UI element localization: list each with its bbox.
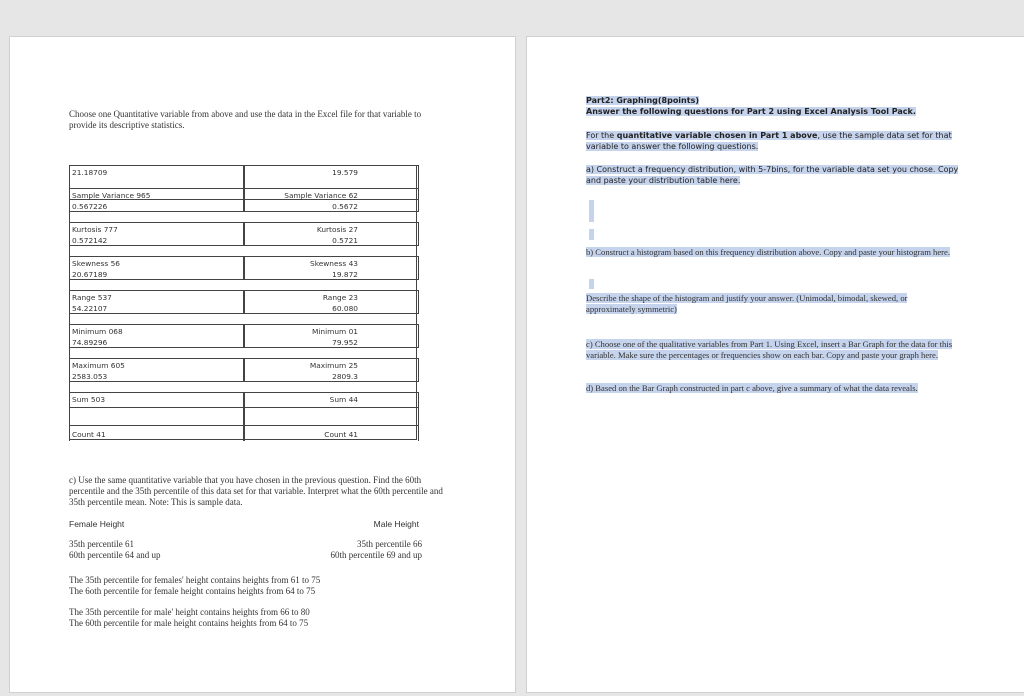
question-a-text: a) Construct a frequency distribution, with 5-7bins, for the variable data set you chose. Copy and paste your distribution table here. <box>586 165 959 185</box>
female-height-header: Female Height <box>69 519 125 529</box>
question-d <box>586 383 966 394</box>
stats-value: 60.080 <box>332 304 358 313</box>
highlight-blank <box>589 279 594 289</box>
stats-value: 0.5721 <box>332 236 358 245</box>
document-page-left <box>9 36 516 693</box>
descriptive-stats-instructions: Choose one Quantitative variable from above and use the data in the Excel file for that variable to provide its descriptive statistics. <box>69 109 422 130</box>
stats-cell <box>69 290 244 314</box>
stats-value: 54.22107 <box>72 304 108 313</box>
stats-value: 19.872 <box>332 270 358 279</box>
stats-value: 74.89296 <box>72 338 108 347</box>
stats-value: 21.18709 <box>72 168 108 177</box>
highlight-blank <box>589 229 594 240</box>
highlight-blank <box>589 200 594 222</box>
intro-suffix: , use the sample data set for that variable to answer the following questions. <box>586 131 952 151</box>
stats-cell <box>69 358 244 382</box>
question-b-text: b) Construct a histogram based on this frequency distribution above. Copy and paste your histogram here. <box>586 247 950 257</box>
male-interpretation <box>69 607 310 629</box>
stats-label: Kurtosis 27 <box>316 225 358 234</box>
stats-value: 2583.053 <box>72 372 108 381</box>
question-c-text: c) Choose one of the qualitative variables from Part 1. Using Excel, insert a Bar Graph for the data for this variable. Make sure the percentages or frequencies show on each bar. Copy and paste your graph here. <box>586 339 953 360</box>
stats-cell <box>69 407 244 441</box>
stats-cell <box>244 188 419 212</box>
stats-label: Maximum 605 <box>72 361 125 370</box>
intro-prefix: For the <box>586 131 617 140</box>
female-interpretation <box>69 575 320 597</box>
stats-label: Range 537 <box>72 293 112 302</box>
stats-label: Maximum 25 <box>309 361 358 370</box>
stats-label: Kurtosis 777 <box>72 225 118 234</box>
stats-value: 20.67189 <box>72 270 108 279</box>
stats-label: Sample Variance 62 <box>284 191 358 200</box>
stats-label: Minimum 01 <box>311 327 358 336</box>
histogram-shape-text: Describe the shape of the histogram and justify your answer. (Unimodal, bimodal, skewed, or approximately symmetric) <box>586 293 908 314</box>
stats-label: Count 41 <box>72 430 106 439</box>
stats-cell <box>244 256 419 280</box>
stats-cell <box>244 222 419 246</box>
percentile-question: c) Use the same quantitative variable that you have chosen in the previous question. Find the 60th percentile and the 35th percentile of this data set for that variable. Interpret what the 60th percentile and 35th percentile mean. Note: This is sample data. <box>69 475 443 507</box>
histogram-shape-question <box>586 293 936 314</box>
question-b <box>586 247 966 258</box>
stats-label: Sum 44 <box>329 395 358 404</box>
stats-cell <box>244 290 419 314</box>
female-60th: 60th percentile 64 and up <box>69 550 161 560</box>
male-percentiles <box>290 539 422 561</box>
stats-value: 0.567226 <box>72 202 108 211</box>
stats-label: Skewness 56 <box>72 259 120 268</box>
interp-male-60: The 60th percentile for male height contains heights from 64 to 75 <box>69 618 309 628</box>
stats-value: 2809.3 <box>332 372 358 381</box>
part2-intro <box>586 130 966 152</box>
stats-cell <box>244 324 419 348</box>
female-35th: 35th percentile 61 <box>69 539 134 549</box>
question-d-text: d) Based on the Bar Graph constructed in part c above, give a summary of what the data reveals. <box>586 383 918 393</box>
stats-label: Minimum 068 <box>72 327 123 336</box>
stats-value: 0.5672 <box>332 202 358 211</box>
intro-bold: quantitative variable chosen in Part 1 above <box>616 131 818 140</box>
stats-label: Skewness 43 <box>310 259 358 268</box>
part2-subtitle-text: Answer the following questions for Part 2 using Excel Analysis Tool Pack. <box>586 107 916 116</box>
stats-cell <box>244 407 419 441</box>
question-c-bar-graph <box>586 339 966 360</box>
part2-title-text: Part2: Graphing(8points) <box>586 96 699 105</box>
interp-female-35: The 35th percentile for females' height contains heights from 61 to 75 <box>69 575 321 585</box>
male-height-header: Male Height <box>373 519 419 529</box>
question-a <box>586 164 966 186</box>
interp-male-35: The 35th percentile for male' height contains heights from 66 to 80 <box>69 607 310 617</box>
part2-subtitle <box>586 106 916 117</box>
stats-label: Count 41 <box>324 430 358 439</box>
stats-cell <box>69 324 244 348</box>
stats-cell <box>244 358 419 382</box>
stats-cell <box>69 222 244 246</box>
descriptive-stats-table <box>69 165 417 440</box>
stats-label: Sum 503 <box>72 395 106 404</box>
stats-value: 0.572142 <box>72 236 108 245</box>
stats-value: 19.579 <box>332 168 358 177</box>
stats-cell <box>69 188 244 212</box>
male-35th: 35th percentile 66 <box>357 539 422 549</box>
stats-cell <box>69 256 244 280</box>
stats-label: Sample Variance 965 <box>72 191 151 200</box>
part2-title <box>586 95 699 106</box>
gender-header-row <box>69 517 424 531</box>
male-60th: 60th percentile 69 and up <box>330 550 422 560</box>
interp-female-60: The 6oth percentile for female height contains heights from 64 to 75 <box>69 586 316 596</box>
stats-value: 79.952 <box>332 338 358 347</box>
female-percentiles <box>69 539 160 561</box>
stats-label: Range 23 <box>322 293 358 302</box>
document-page-right <box>526 36 1024 693</box>
